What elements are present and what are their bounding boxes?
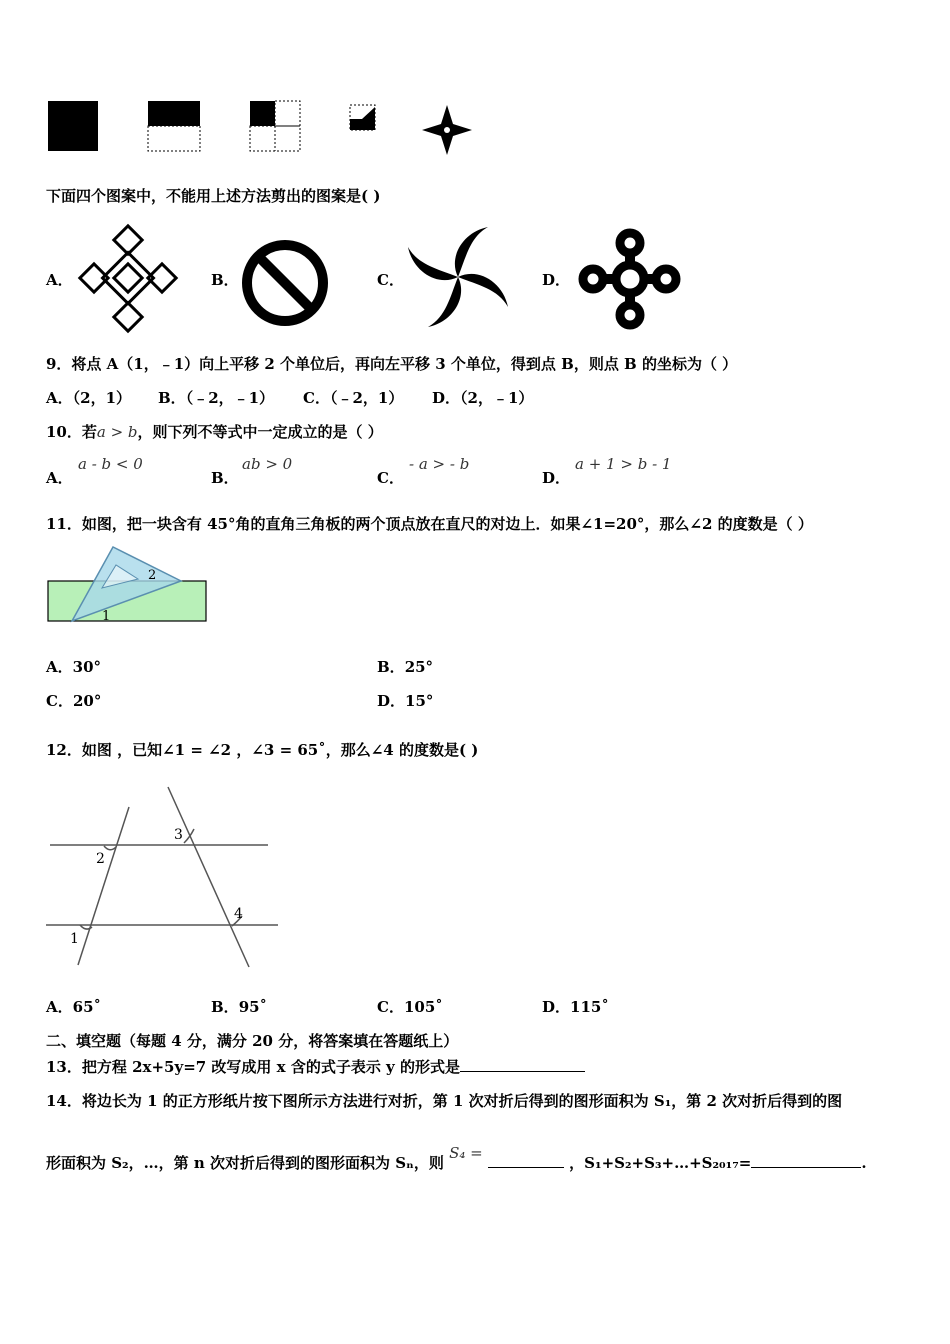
q14-line2: 形面积为 S₂，…，第 n 次对折后得到的图形面积为 Sₙ，则 S₄ = ，S₁+S₂+S₃+…+S₂₀₁₇= . xyxy=(46,1144,867,1172)
fold-step-3 xyxy=(250,101,300,151)
q10-option-d-label: D． xyxy=(542,469,571,487)
q10-option-b-label: B． xyxy=(211,469,239,487)
instruction-text: 下面四个图案中，不能用上述方法剪出的图案是( ) xyxy=(46,187,381,205)
angle-1-label: 1 xyxy=(102,609,111,624)
q12-option-b: B．95˚ xyxy=(211,998,268,1016)
q12-option-d: D．115˚ xyxy=(542,998,609,1016)
q10-option-b-math: ab > 0 xyxy=(242,455,293,473)
q12-stem: 12．如图 ，已知∠1 = ∠2 ，∠3 = 65˚，那么∠4 的度数是( ) xyxy=(46,741,479,759)
q11-option-d: D．15° xyxy=(377,692,434,710)
q13-stem: 13．把方程 2x+5y=7 改写成用 x 含的式子表示 y 的形式是 xyxy=(46,1057,585,1077)
q12-option-c: C．105˚ xyxy=(377,998,443,1016)
q10-stem: 10．若a > b，则下列不等式中一定成立的是（ ） xyxy=(46,423,383,441)
fig-option-d-label: D． xyxy=(542,271,571,289)
fold-step-4 xyxy=(350,105,375,130)
fold-step-2 xyxy=(148,101,200,151)
angle-2-label: 2 xyxy=(96,851,105,867)
fold-step-1 xyxy=(48,101,98,151)
q14-s4-math: S₄ = xyxy=(449,1144,483,1162)
angle-2-label: 2 xyxy=(148,568,157,583)
pattern-c-figure xyxy=(403,225,513,330)
fig-option-c-label: C． xyxy=(377,271,404,289)
parallel-lines-figure xyxy=(44,785,284,970)
q10-option-a-math: a - b < 0 xyxy=(78,455,143,473)
angle-3-label: 3 xyxy=(174,827,183,843)
q9-option-a: A．（2，1） xyxy=(46,389,132,407)
q9-stem: 9．将点 A（1，﹣1）向上平移 2 个单位后，再向左平移 3 个单位，得到点 B，则点 B 的坐标为（ ） xyxy=(46,355,738,373)
q11-stem: 11．如图，把一块含有 45°角的直角三角板的两个顶点放在直尺的对边上．如果∠1=20°，那么∠2 的度数是（ ） xyxy=(46,515,813,533)
fig-option-b-label: B． xyxy=(211,271,239,289)
q9-option-b: B．（﹣2，﹣1） xyxy=(158,389,275,407)
q11-option-c: C．20° xyxy=(46,692,102,710)
cut-star-result xyxy=(422,105,472,155)
pattern-a-figure xyxy=(80,225,180,330)
q11-option-a: A．30° xyxy=(46,658,102,676)
pattern-d-figure xyxy=(575,226,683,334)
folding-sequence-figure xyxy=(40,95,480,165)
q10-option-a-label: A． xyxy=(46,469,73,487)
angle-1-label: 1 xyxy=(70,931,79,947)
angle-4-label: 4 xyxy=(234,906,243,922)
left-transversal xyxy=(78,807,129,965)
q10-condition: a > b xyxy=(96,423,138,441)
q14-sum-answer-blank[interactable] xyxy=(751,1153,861,1168)
q10-option-d-math: a + 1 > b - 1 xyxy=(575,455,672,473)
q10-option-c-math: - a > - b xyxy=(409,455,470,473)
fig-option-a-label: A． xyxy=(46,271,73,289)
q9-option-c: C．（﹣2，1） xyxy=(303,389,404,407)
ruler-triangle-figure xyxy=(46,545,211,625)
right-transversal xyxy=(168,787,249,967)
q12-option-a: A．65˚ xyxy=(46,998,102,1016)
q14-s4-answer-blank[interactable] xyxy=(488,1153,564,1168)
q9-option-d: D．（2，﹣1） xyxy=(432,389,534,407)
section-2-heading: 二、填空题（每题 4 分，满分 20 分，将答案填在答题纸上） xyxy=(46,1032,459,1050)
q10-option-c-label: C． xyxy=(377,469,404,487)
pattern-b-figure xyxy=(240,237,332,329)
q13-answer-blank[interactable] xyxy=(460,1057,585,1072)
q11-option-b: B．25° xyxy=(377,658,434,676)
q14-line1: 14．将边长为 1 的正方形纸片按下图所示方法进行对折，第 1 次对折后得到的图形面积为 S₁，第 2 次对折后得到的图 xyxy=(46,1092,843,1110)
